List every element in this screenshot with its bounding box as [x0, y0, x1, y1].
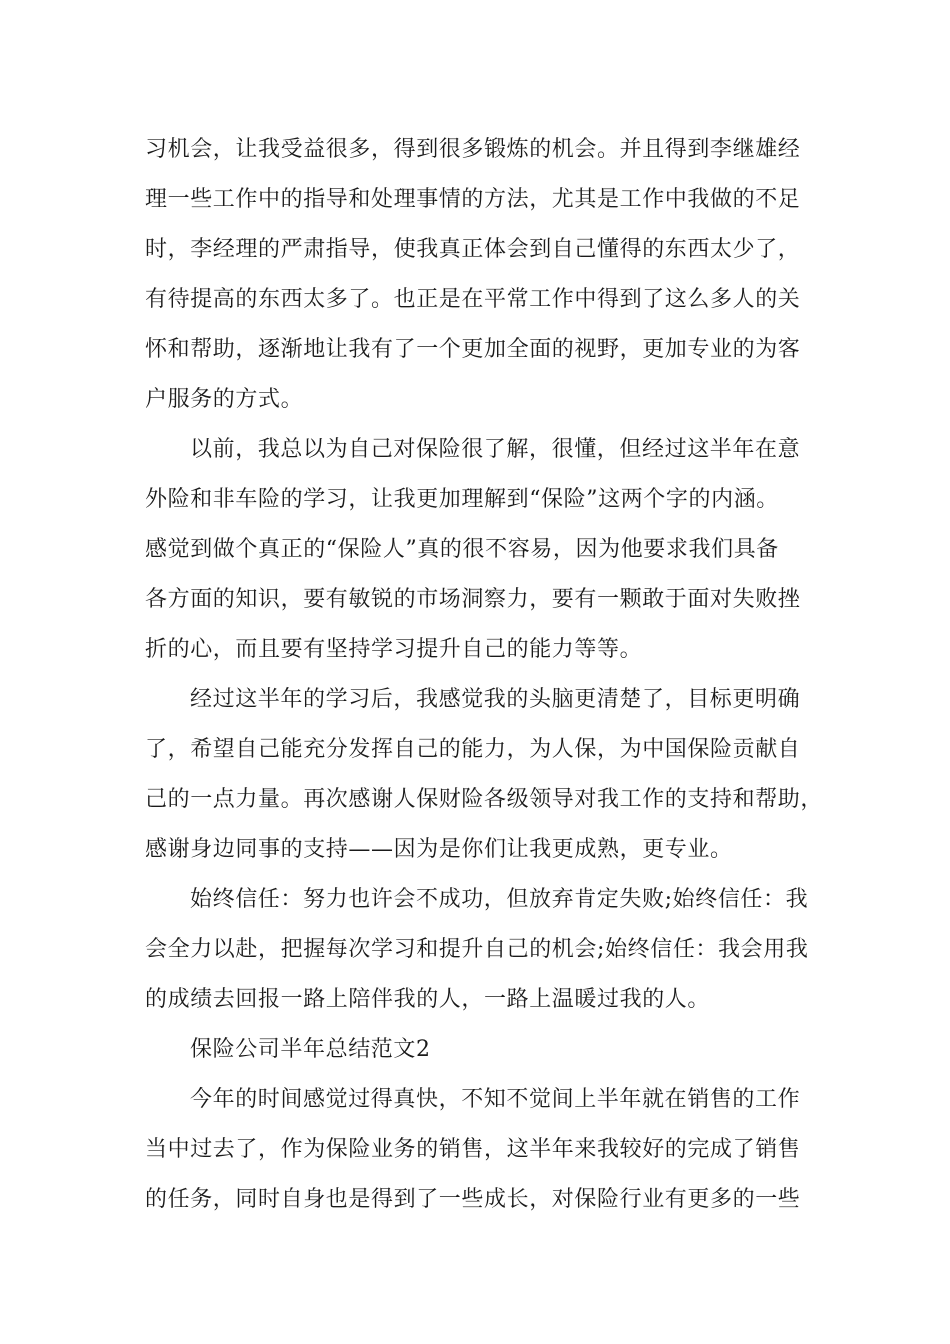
text-line: 感觉到做个真正的“保险人”真的很不容易，因为他要求我们具备: [145, 537, 779, 562]
text-line: 了，希望自己能充分发挥自己的能力，为人保，为中国保险贡献自: [145, 737, 801, 762]
paragraph-start-line: 经过这半年的学习后，我感觉我的头脑更清楚了，目标更明确: [190, 687, 801, 712]
paragraph-start-line: 始终信任：努力也许会不成功，但放弃肯定失败;始终信任：我: [190, 887, 809, 912]
text-line: 己的一点力量。再次感谢人保财险各级领导对我工作的支持和帮助，: [145, 787, 824, 812]
text-line: 会全力以赴，把握每次学习和提升自己的机会;始终信任：我会用我: [145, 937, 809, 962]
text-line: 怀和帮助，逐渐地让我有了一个更加全面的视野，更加专业的为客: [145, 337, 801, 362]
section-heading: 保险公司半年总结范文2: [190, 1037, 431, 1062]
text-line: 理一些工作中的指导和处理事情的方法，尤其是工作中我做的不足: [145, 187, 801, 212]
paragraph-start-line: 以前，我总以为自己对保险很了解，很懂，但经过这半年在意: [190, 437, 801, 462]
paragraph-start-line: 今年的时间感觉过得真快，不知不觉间上半年就在销售的工作: [190, 1087, 801, 1112]
text-line: 外险和非车险的学习，让我更加理解到“保险”这两个字的内涵。: [145, 487, 779, 512]
text-line: 时，李经理的严肃指导，使我真正体会到自己懂得的东西太少了，: [145, 237, 801, 262]
text-line: 户服务的方式。: [145, 387, 304, 412]
text-line: 习机会，让我受益很多，得到很多锻炼的机会。并且得到李继雄经: [145, 137, 801, 162]
text-line: 有待提高的东西太多了。也正是在平常工作中得到了这么多人的关: [145, 287, 801, 312]
text-line: 的任务，同时自身也是得到了一些成长，对保险行业有更多的一些: [145, 1187, 801, 1212]
text-line: 折的心，而且要有坚持学习提升自己的能力等等。: [145, 637, 643, 662]
text-line: 各方面的知识，要有敏锐的市场洞察力，要有一颗敢于面对失败挫: [145, 587, 801, 612]
text-line: 当中过去了，作为保险业务的销售，这半年来我较好的完成了销售: [145, 1137, 801, 1162]
text-line: 的成绩去回报一路上陪伴我的人，一路上温暖过我的人。: [145, 987, 711, 1012]
text-line: 感谢身边同事的支持——因为是你们让我更成熟，更专业。: [145, 837, 733, 862]
